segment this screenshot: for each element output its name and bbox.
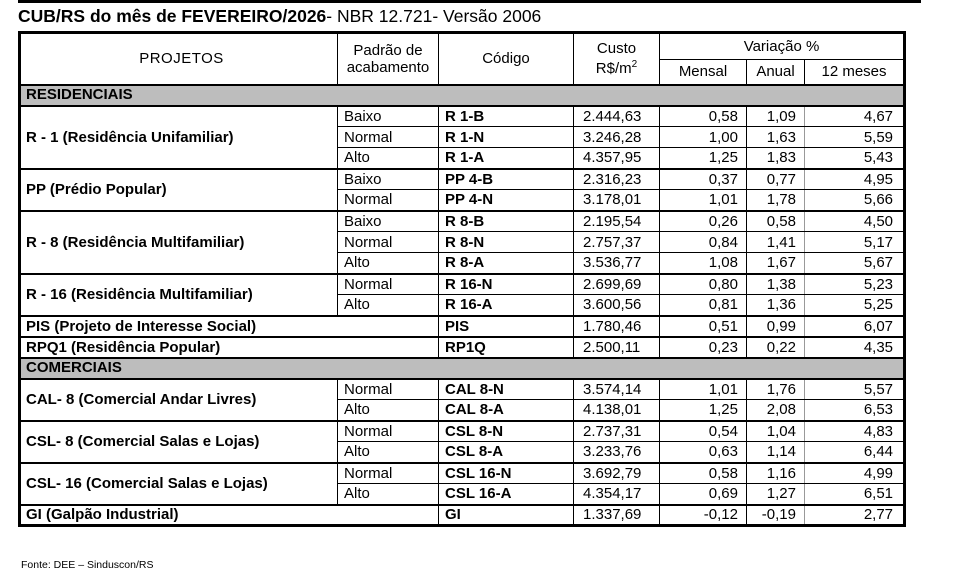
- variacao-anual-cell: 1,36: [747, 295, 805, 316]
- variacao-12meses-cell: 5,25: [805, 295, 905, 316]
- variacao-12meses-cell: 5,43: [805, 148, 905, 169]
- project-name: PP (Prédio Popular): [20, 169, 338, 211]
- custo-cell: 1.337,69: [574, 505, 660, 526]
- variacao-mensal-cell: -0,12: [660, 505, 747, 526]
- custo-cell: 2.737,31: [574, 421, 660, 442]
- project-name: CAL- 8 (Comercial Andar Livres): [20, 379, 338, 421]
- section-header-residenciais: RESIDENCIAIS: [20, 85, 905, 106]
- variacao-12meses-cell: 4,50: [805, 211, 905, 232]
- custo-cell: 1.780,46: [574, 316, 660, 337]
- section-row: [20, 85, 905, 106]
- variacao-mensal-cell: 0,63: [660, 442, 747, 463]
- variacao-mensal-cell: 1,25: [660, 400, 747, 421]
- codigo-cell: CSL 16-N: [439, 463, 574, 484]
- padrao-cell: Normal: [338, 274, 439, 295]
- variacao-anual-cell: 1,27: [747, 484, 805, 505]
- padrao-cell: Normal: [338, 379, 439, 400]
- variacao-12meses-cell: 4,95: [805, 169, 905, 190]
- custo-cell: 2.316,23: [574, 169, 660, 190]
- variacao-mensal-cell: 0,37: [660, 169, 747, 190]
- variacao-12meses-cell: 5,66: [805, 190, 905, 211]
- variacao-mensal-cell: 1,01: [660, 190, 747, 211]
- variacao-12meses-cell: 2,77: [805, 505, 905, 526]
- variacao-12meses-cell: 5,17: [805, 232, 905, 253]
- project-name: GI (Galpão Industrial): [20, 505, 439, 526]
- custo-cell: 3.178,01: [574, 190, 660, 211]
- variacao-anual-cell: 1,41: [747, 232, 805, 253]
- padrao-cell: Alto: [338, 442, 439, 463]
- variacao-mensal-cell: 1,01: [660, 379, 747, 400]
- custo-cell: 2.444,63: [574, 106, 660, 127]
- custo-cell: 3.536,77: [574, 253, 660, 274]
- variacao-12meses-cell: 6,44: [805, 442, 905, 463]
- col-header-12meses: 12 meses: [805, 60, 905, 85]
- variacao-mensal-cell: 1,25: [660, 148, 747, 169]
- custo-cell: 3.574,14: [574, 379, 660, 400]
- cub-table: [18, 31, 906, 527]
- variacao-mensal-cell: 0,58: [660, 106, 747, 127]
- custo-cell: 2.500,11: [574, 337, 660, 358]
- variacao-mensal-cell: 0,81: [660, 295, 747, 316]
- codigo-cell: CSL 16-A: [439, 484, 574, 505]
- codigo-cell: GI: [439, 505, 574, 526]
- variacao-mensal-cell: 0,54: [660, 421, 747, 442]
- table-row: [20, 274, 905, 295]
- padrao-cell: Normal: [338, 463, 439, 484]
- project-name: CSL- 8 (Comercial Salas e Lojas): [20, 421, 338, 463]
- variacao-anual-cell: 1,76: [747, 379, 805, 400]
- source-note: Fonte: DEE – Sinduscon/RS: [21, 559, 154, 571]
- custo-cell: 2.195,54: [574, 211, 660, 232]
- codigo-cell: R 8-B: [439, 211, 574, 232]
- custo-cell: 3.246,28: [574, 127, 660, 148]
- codigo-cell: R 16-A: [439, 295, 574, 316]
- table-row: [20, 463, 905, 484]
- custo-cell: 3.600,56: [574, 295, 660, 316]
- custo-label-line2: $R\$/m^2$: [595, 58, 638, 77]
- col-header-codigo: Código: [439, 33, 574, 85]
- variacao-anual-cell: 0,22: [747, 337, 805, 358]
- project-name: R - 8 (Residência Multifamiliar): [20, 211, 338, 274]
- custo-cell: 3.692,79: [574, 463, 660, 484]
- variacao-anual-cell: 0,58: [747, 211, 805, 232]
- codigo-cell: CAL 8-A: [439, 400, 574, 421]
- variacao-anual-cell: 2,08: [747, 400, 805, 421]
- padrao-cell: Alto: [338, 400, 439, 421]
- variacao-anual-cell: 1,63: [747, 127, 805, 148]
- page-title-bold: CUB/RS do mês de FEVEREIRO/2026: [18, 6, 327, 26]
- padrao-cell: Baixo: [338, 106, 439, 127]
- variacao-12meses-cell: 5,59: [805, 127, 905, 148]
- col-header-mensal: Mensal: [660, 60, 747, 85]
- page-title: [18, 6, 541, 27]
- custo-label-line1: Custo: [596, 39, 637, 57]
- page-title-rest: - NBR 12.721- Versão 2006: [326, 6, 542, 26]
- codigo-cell: CSL 8-A: [439, 442, 574, 463]
- variacao-mensal-cell: 1,00: [660, 127, 747, 148]
- codigo-cell: R 1-A: [439, 148, 574, 169]
- project-name: PIS (Projeto de Interesse Social): [20, 316, 439, 337]
- variacao-mensal-cell: 0,69: [660, 484, 747, 505]
- variacao-anual-cell: 0,99: [747, 316, 805, 337]
- variacao-anual-cell: 1,78: [747, 190, 805, 211]
- codigo-cell: PP 4-N: [439, 190, 574, 211]
- custo-cell: 4.138,01: [574, 400, 660, 421]
- padrao-cell: Normal: [338, 190, 439, 211]
- variacao-12meses-cell: 5,23: [805, 274, 905, 295]
- variacao-mensal-cell: 0,51: [660, 316, 747, 337]
- custo-cell: 3.233,76: [574, 442, 660, 463]
- codigo-cell: PIS: [439, 316, 574, 337]
- variacao-anual-cell: 1,14: [747, 442, 805, 463]
- padrao-cell: Alto: [338, 295, 439, 316]
- variacao-12meses-cell: 6,51: [805, 484, 905, 505]
- padrao-cell: Alto: [338, 484, 439, 505]
- variacao-12meses-cell: 6,53: [805, 400, 905, 421]
- padrao-cell: Baixo: [338, 211, 439, 232]
- variacao-mensal-cell: 0,80: [660, 274, 747, 295]
- padrao-cell: Baixo: [338, 169, 439, 190]
- table-row: [20, 379, 905, 400]
- table-row: [20, 337, 905, 358]
- variacao-12meses-cell: 5,67: [805, 253, 905, 274]
- padrao-cell: Alto: [338, 148, 439, 169]
- variacao-mensal-cell: 0,58: [660, 463, 747, 484]
- padrao-cell: Normal: [338, 232, 439, 253]
- codigo-cell: R 8-A: [439, 253, 574, 274]
- section-row: [20, 358, 905, 379]
- variacao-12meses-cell: 6,07: [805, 316, 905, 337]
- padrao-cell: Alto: [338, 253, 439, 274]
- codigo-cell: R 1-N: [439, 127, 574, 148]
- codigo-cell: PP 4-B: [439, 169, 574, 190]
- project-name: RPQ1 (Residência Popular): [20, 337, 439, 358]
- table-row: [20, 505, 905, 526]
- project-name: R - 16 (Residência Multifamiliar): [20, 274, 338, 316]
- codigo-cell: R 8-N: [439, 232, 574, 253]
- padrao-cell: Normal: [338, 421, 439, 442]
- col-header-anual: Anual: [747, 60, 805, 85]
- custo-cell: 2.757,37: [574, 232, 660, 253]
- custo-cell: 4.354,17: [574, 484, 660, 505]
- table-row: [20, 316, 905, 337]
- variacao-anual-cell: 1,83: [747, 148, 805, 169]
- col-header-projetos: PROJETOS: [20, 33, 338, 85]
- variacao-anual-cell: 1,09: [747, 106, 805, 127]
- variacao-anual-cell: -0,19: [747, 505, 805, 526]
- project-name: R - 1 (Residência Unifamiliar): [20, 106, 338, 169]
- top-rule: [18, 0, 921, 3]
- col-header-variacao: Variação %: [660, 33, 905, 60]
- codigo-cell: CAL 8-N: [439, 379, 574, 400]
- custo-superscript: 2: [631, 58, 638, 70]
- col-header-padrao: Padrão de acabamento: [338, 33, 439, 85]
- variacao-12meses-cell: 4,83: [805, 421, 905, 442]
- variacao-anual-cell: 0,77: [747, 169, 805, 190]
- table-row: [20, 106, 905, 127]
- codigo-cell: R 16-N: [439, 274, 574, 295]
- table-row: [20, 421, 905, 442]
- variacao-anual-cell: 1,38: [747, 274, 805, 295]
- variacao-mensal-cell: 0,23: [660, 337, 747, 358]
- project-name: CSL- 16 (Comercial Salas e Lojas): [20, 463, 338, 505]
- custo-cell: 4.357,95: [574, 148, 660, 169]
- variacao-anual-cell: 1,67: [747, 253, 805, 274]
- table-row: [20, 169, 905, 190]
- variacao-anual-cell: 1,04: [747, 421, 805, 442]
- variacao-12meses-cell: 4,99: [805, 463, 905, 484]
- variacao-12meses-cell: 5,57: [805, 379, 905, 400]
- table-row: [20, 211, 905, 232]
- codigo-cell: CSL 8-N: [439, 421, 574, 442]
- variacao-12meses-cell: 4,67: [805, 106, 905, 127]
- codigo-cell: R 1-B: [439, 106, 574, 127]
- variacao-mensal-cell: 1,08: [660, 253, 747, 274]
- variacao-anual-cell: 1,16: [747, 463, 805, 484]
- codigo-cell: RP1Q: [439, 337, 574, 358]
- col-header-custo: [574, 33, 660, 85]
- padrao-cell: Normal: [338, 127, 439, 148]
- variacao-mensal-cell: 0,84: [660, 232, 747, 253]
- custo-cell: 2.699,69: [574, 274, 660, 295]
- section-header-comerciais: COMERCIAIS: [20, 358, 905, 379]
- variacao-12meses-cell: 4,35: [805, 337, 905, 358]
- variacao-mensal-cell: 0,26: [660, 211, 747, 232]
